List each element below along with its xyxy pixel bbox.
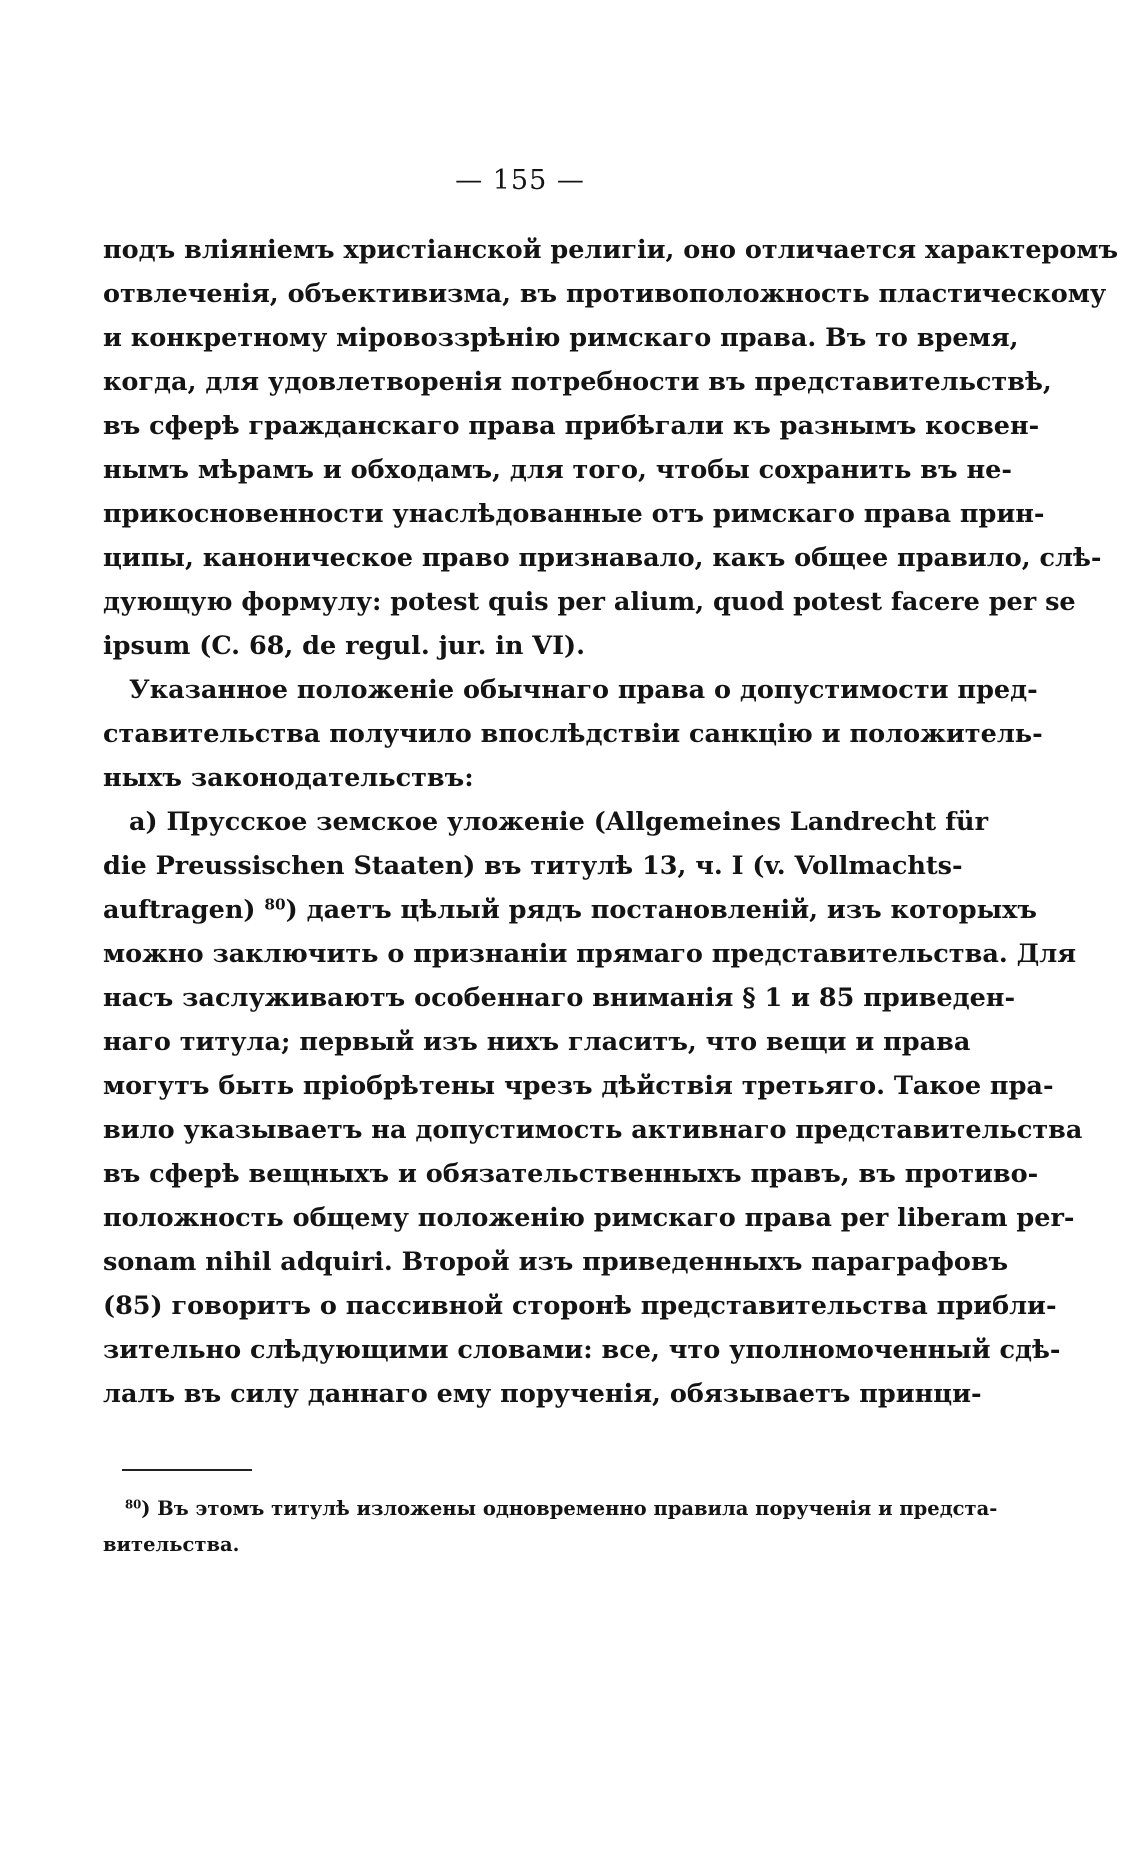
- text-line: наго титула; первый изъ нихъ гласитъ, что вещи и права: [103, 1027, 971, 1057]
- text-line: зительно слѣдующими словами: все, что уполномоченный сдѣ-: [103, 1335, 1061, 1365]
- text-line: (85) говоритъ о пассивной сторонѣ представительства прибли-: [103, 1291, 1057, 1321]
- text-line: вило указываетъ на допустимость активнаго представительства: [103, 1115, 1083, 1145]
- text-span: auftragen): [103, 895, 256, 925]
- paragraph-line: [103, 668, 1038, 712]
- text-line: прикосновенности унаслѣдованные отъ римскаго права прин-: [103, 499, 1045, 529]
- text-line: дующую формулу: potest quis per alium, quod potest facere per se: [103, 587, 1076, 617]
- text-line-with-footnote-ref: auftragen) $^{80}$) даетъ цѣлый рядъ постановленій, изъ которыхъ: [103, 895, 1037, 925]
- text-line: могутъ быть пріобрѣтены чрезъ дѣйствія третьяго. Такое пра-: [103, 1071, 1054, 1101]
- text-line: подъ вліяніемъ христіанской религіи, оно отличается характеромъ: [103, 235, 1119, 265]
- text-line: sonam nihil adquiri. Второй изъ приведенныхъ параграфовъ: [103, 1247, 1009, 1277]
- text-line: когда, для удовлетворенія потребности въ представительствѣ,: [103, 367, 1052, 397]
- text-line: отвлеченія, объективизма, въ противоположность пластическому: [103, 279, 1107, 309]
- footnote-divider: [122, 1469, 252, 1471]
- text-line: лалъ въ силу даннаго ему порученія, обязываетъ принци-: [103, 1379, 982, 1409]
- text-line: насъ заслуживаютъ особеннаго вниманія § 1 и 85 приведен-: [103, 983, 1016, 1013]
- text-line: нымъ мѣрамъ и обходамъ, для того, чтобы сохранить въ не-: [103, 455, 1012, 485]
- text-line: ставительства получило впослѣдствіи санкцію и положитель-: [103, 719, 1043, 749]
- text-line: положность общему положенію римскаго права per liberam per-: [103, 1203, 1075, 1233]
- footnote-reference: 80: [264, 895, 286, 914]
- text-line: въ сферѣ гражданскаго права прибѣгали къ разнымъ косвен-: [103, 411, 1040, 441]
- text-line: ipsum (C. 68, de regul. jur. in VI).: [103, 631, 585, 661]
- footnote-text: ) Въ этомъ титулѣ изложены одновременно правила порученія и предста-: [141, 1497, 998, 1520]
- text-span: Указанное положеніе обычнаго права о допустимости пред-: [129, 675, 1038, 705]
- text-line: и конкретному міровоззрѣнію римскаго права. Въ то время,: [103, 323, 1019, 353]
- page-number: — 155 —: [455, 165, 585, 196]
- text-span: a) Прусское земское уложеніе (Allgemeines Landrecht für: [129, 807, 989, 837]
- footnote-line: [103, 1492, 998, 1526]
- text-line: ныхъ законодательствъ:: [103, 763, 474, 793]
- text-line: ципы, каноническое право признавало, какъ общее правило, слѣ-: [103, 543, 1102, 573]
- text-line: въ сферѣ вещныхъ и обязательственныхъ правъ, въ противо-: [103, 1159, 1039, 1189]
- text-line: die Preussischen Staaten) въ титулѣ 13, ч. I (v. Vollmachts-: [103, 851, 963, 881]
- text-line: можно заключить о признаніи прямаго представительства. Для: [103, 939, 1077, 969]
- footnote-line: вительства.: [103, 1533, 240, 1556]
- footnote-marker: 80: [125, 1497, 142, 1512]
- paragraph-line: [103, 800, 989, 844]
- text-span: даетъ цѣлый рядъ постановленій, изъ которыхъ: [306, 895, 1037, 925]
